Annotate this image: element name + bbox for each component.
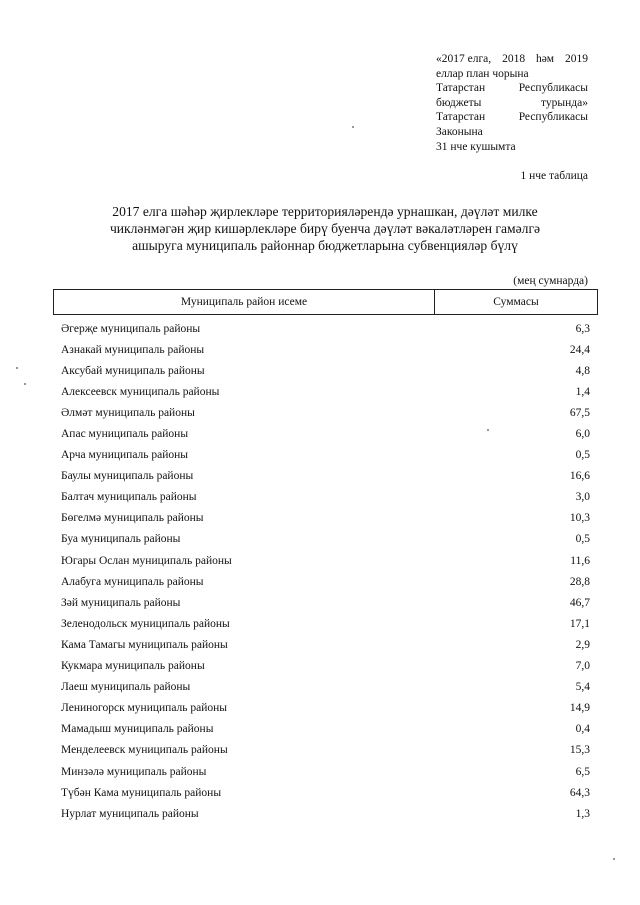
table-row [53, 423, 598, 444]
table-row [53, 466, 598, 487]
amount-value: 1,4 [575, 385, 590, 398]
district-name: Түбән Кама муниципаль районы [61, 786, 222, 799]
amount-value: 24,4 [569, 343, 590, 356]
table-row [53, 339, 598, 360]
district-name: Алабуга муниципаль районы [61, 575, 204, 588]
annex-note-line-6: Законына [436, 125, 483, 138]
table-row [53, 719, 598, 740]
column-header-amount: Суммасы [493, 296, 539, 308]
unit-note: (мең сумнарда) [513, 275, 588, 287]
title-line-3: ашыруга муниципаль районнар бюджетларына субвенцияләр бүлү [132, 238, 518, 253]
table-row [53, 761, 598, 782]
district-name: Алексеевск муниципаль районы [61, 385, 220, 398]
subvention-table [53, 289, 598, 824]
district-name: Лаеш муниципаль районы [61, 681, 191, 694]
table-row [53, 381, 598, 402]
district-name: Кама Тамагы муниципаль районы [61, 638, 228, 651]
amount-value: 16,6 [569, 470, 590, 483]
district-name: Бөгелмә муниципаль районы [61, 512, 204, 525]
district-name: Югары Ослан муниципаль районы [61, 554, 232, 567]
table-row [53, 613, 598, 634]
district-name: Балтач муниципаль районы [61, 491, 197, 504]
amount-value: 5,4 [575, 681, 590, 694]
amount-value: 67,5 [569, 406, 590, 419]
amount-value: 11,6 [570, 554, 590, 567]
table-row [53, 677, 598, 698]
scan-speck [352, 126, 354, 128]
amount-value: 0,4 [575, 723, 590, 736]
annex-note-line-7: 31 нче кушымта [436, 140, 516, 153]
district-name: Лениногорск муниципаль районы [61, 702, 228, 715]
table-row [53, 634, 598, 655]
table-header [53, 289, 598, 315]
amount-value: 7,0 [575, 660, 590, 673]
amount-value: 17,1 [569, 617, 590, 630]
table-row [53, 550, 598, 571]
amount-value: 4,8 [575, 364, 590, 377]
law-annex-note [436, 52, 588, 154]
table-row [53, 360, 598, 381]
amount-value: 46,7 [569, 596, 590, 609]
table-row [53, 529, 598, 550]
amount-value: 0,5 [575, 449, 590, 462]
table-row [53, 698, 598, 719]
district-name: Әлмәт муниципаль районы [61, 406, 195, 419]
scan-speck [16, 367, 18, 369]
scan-speck [24, 383, 26, 385]
table-body [53, 318, 598, 824]
amount-value: 0,5 [575, 533, 590, 546]
district-name: Мамадыш муниципаль районы [61, 723, 214, 736]
district-name: Апас муниципаль районы [61, 428, 189, 441]
amount-value: 1,3 [575, 807, 590, 820]
district-name: Нурлат муниципаль районы [61, 807, 199, 820]
district-name: Кукмара муниципаль районы [61, 660, 205, 673]
annex-note-line-2: еллар план чорына [436, 67, 529, 80]
table-number: 1 нче таблица [520, 170, 588, 182]
annex-note-line-4: бюджеты турында» [436, 96, 588, 109]
district-name: Менделеевск муниципаль районы [61, 744, 228, 757]
table-row [53, 508, 598, 529]
table-row [53, 402, 598, 423]
table-row [53, 445, 598, 466]
scan-speck [613, 858, 615, 860]
table-row [53, 782, 598, 803]
annex-note-line-3: Татарстан Республикасы [436, 82, 588, 95]
annex-note-line-5: Татарстан Республикасы [436, 111, 588, 124]
column-header-district: Муниципаль район исеме [54, 290, 435, 314]
district-name: Буа муниципаль районы [61, 533, 181, 546]
scan-speck [487, 429, 489, 431]
annex-note-line-1: «2017 елга, 2018 һәм 2019 [436, 53, 588, 65]
table-row [53, 803, 598, 824]
district-name: Зәй муниципаль районы [61, 596, 181, 609]
district-name: Арча муниципаль районы [61, 449, 189, 462]
amount-value: 6,0 [575, 428, 590, 441]
amount-value: 64,3 [569, 786, 590, 799]
district-name: Азнакай муниципаль районы [61, 343, 205, 356]
district-name: Әгерҗе муниципаль районы [61, 322, 201, 335]
district-name: Баулы муниципаль районы [61, 470, 194, 483]
amount-value: 3,0 [575, 491, 590, 504]
district-name: Аксубай муниципаль районы [61, 364, 205, 377]
amount-value: 10,3 [569, 512, 590, 525]
amount-value: 6,3 [575, 322, 590, 335]
table-row [53, 656, 598, 677]
table-row [53, 740, 598, 761]
document-title [60, 203, 590, 254]
amount-value: 15,3 [569, 744, 590, 757]
table-row [53, 571, 598, 592]
table-row [53, 318, 598, 339]
district-name: Минзәлә муниципаль районы [61, 765, 207, 778]
amount-value: 6,5 [575, 765, 590, 778]
amount-value: 28,8 [569, 575, 590, 588]
title-line-2: чикләнмәгән җир кишәрлекләре бирү буенча дәүләт вәкаләтләрен гамәлгә [109, 221, 541, 236]
district-name: Зеленодольск муниципаль районы [61, 617, 230, 630]
amount-value: 2,9 [575, 638, 590, 651]
title-line-1: 2017 елга шәһәр җирлекләре территорияләрендә урнашкан, дәүләт милке [112, 204, 538, 219]
amount-value: 14,9 [569, 702, 590, 715]
table-row [53, 592, 598, 613]
table-row [53, 487, 598, 508]
